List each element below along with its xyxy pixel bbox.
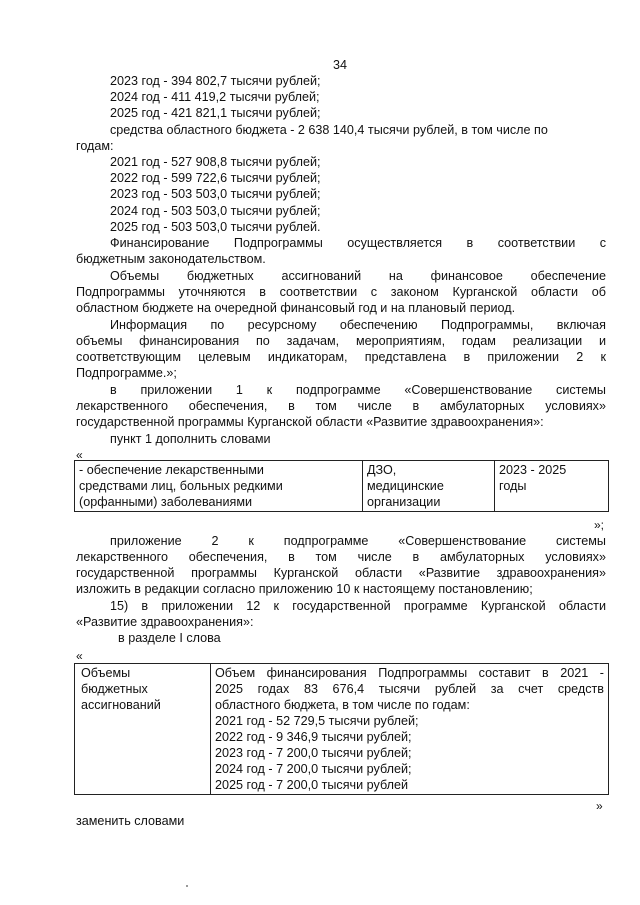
cell-line: (орфанными) заболеваниями [79, 495, 253, 509]
page-number: 34 [333, 58, 348, 72]
cell-line: Объем финансирования Подпрограммы составит в 2021 - [215, 666, 604, 680]
cell-line: 2025 год - 7 200,0 тысячи рублей [215, 778, 408, 792]
cell-line: бюджетных [81, 682, 148, 696]
paragraph-line: Объемы бюджетных ассигнований на финансовое обеспечение [110, 269, 606, 283]
close-quote: »; [594, 518, 605, 532]
point1-text: пункт 1 дополнить словами [110, 432, 271, 446]
list-item: 2022 год - 599 722,6 тысячи рублей; [110, 171, 321, 185]
paragraph-line: лекарственного обеспечения, в том числе в амбулаторных условиях» [76, 399, 606, 413]
scan-dot [186, 885, 188, 887]
paragraph-line: «Развитие здравоохранения»: [76, 615, 254, 629]
paragraph-line: Финансирование Подпрограммы осуществляется в соответствии с [110, 236, 606, 250]
paragraph-line: государственной программы Курганской области «Развитие здравоохранения»: [76, 415, 544, 429]
replace-with-text: заменить словами [76, 814, 185, 828]
close-quote: » [596, 799, 603, 813]
paragraph-line: объемы финансирования по задачам, мероприятиям, годам реализации и [76, 334, 606, 348]
table-budget-allocations [74, 663, 609, 795]
list-item: 2023 год - 394 802,7 тысячи рублей; [110, 74, 321, 88]
list-item: 2025 год - 421 821,1 тысячи рублей; [110, 106, 321, 120]
cell-line: Объемы [81, 666, 131, 680]
paragraph-volumes [76, 268, 606, 316]
table-cell-period [495, 461, 609, 512]
list-item: 2023 год - 503 503,0 тысячи рублей; [110, 187, 321, 201]
table-cell-executor [363, 461, 495, 512]
cell-line: 2023 - 2025 [499, 463, 567, 477]
paragraph-item15 [76, 598, 606, 630]
cell-line: ассигнований [81, 698, 161, 712]
cell-line: средствами лиц, больных редкими [79, 479, 283, 493]
table-cell-text [211, 664, 609, 795]
regional-budget-line: средства областного бюджета - 2 638 140,4 тысячи рублей, в том числе по [110, 123, 548, 137]
cell-line: 2025 годах 83 676,4 тысячи рублей за счет средств [215, 682, 604, 696]
table-cell-measure [75, 461, 363, 512]
paragraph-line: лекарственного обеспечения, в том числе в амбулаторных условиях» [76, 550, 606, 564]
cell-line: организации [367, 495, 441, 509]
table-row [75, 664, 609, 795]
paragraph-line: соответствующим целевым индикаторам, представлена в приложении 2 к [76, 350, 606, 364]
cell-line: областного бюджета, в том числе по годам: [215, 698, 470, 712]
paragraph-line: приложение 2 к подпрограмме «Совершенствование системы [110, 534, 606, 548]
paragraph-line: Подпрограммы уточняются в соответствии с законом Курганской области об [76, 285, 606, 299]
section1-text: в разделе I слова [118, 631, 221, 645]
paragraph-line: областном бюджете на очередной финансовый год и на плановый период. [76, 301, 516, 315]
cell-line: 2024 год - 7 200,0 тысячи рублей; [215, 762, 412, 776]
paragraph-line: Информация по ресурсному обеспечению Подпрограммы, включая [110, 318, 606, 332]
table-cell-label [75, 664, 211, 795]
paragraph-line: Подпрограмме.»; [76, 366, 177, 380]
table-row [75, 461, 609, 512]
list-item: 2021 год - 527 908,8 тысячи рублей; [110, 155, 321, 169]
cell-line: 2021 год - 52 729,5 тысячи рублей; [215, 714, 419, 728]
paragraph-line: государственной программы Курганской области «Развитие здравоохранения» [76, 566, 606, 580]
list-item: 2024 год - 503 503,0 тысячи рублей; [110, 204, 321, 218]
paragraph-line: изложить в редакции согласно приложению 10 к настоящему постановлению; [76, 582, 533, 596]
paragraph-line: бюджетным законодательством. [76, 252, 266, 266]
open-quote: « [76, 649, 83, 663]
open-quote: « [76, 448, 83, 462]
regional-budget-line: годам: [76, 139, 114, 153]
paragraph-appendix2 [76, 533, 606, 597]
paragraph-line: в приложении 1 к подпрограмме «Совершенствование системы [110, 383, 606, 397]
paragraph-info [76, 317, 606, 381]
cell-line: - обеспечение лекарственными [79, 463, 264, 477]
paragraph-line: 15) в приложении 12 к государственной программе Курганской области [110, 599, 606, 613]
cell-line: 2023 год - 7 200,0 тысячи рублей; [215, 746, 412, 760]
cell-line: медицинские [367, 479, 444, 493]
cell-line: годы [499, 479, 527, 493]
table-orphan-drugs [74, 460, 609, 512]
paragraph-financing [76, 235, 606, 267]
cell-line: ДЗО, [367, 463, 397, 477]
cell-line: 2022 год - 9 346,9 тысячи рублей; [215, 730, 412, 744]
list-item: 2025 год - 503 503,0 тысячи рублей. [110, 220, 321, 234]
paragraph-appendix1 [76, 382, 606, 430]
list-item: 2024 год - 411 419,2 тысячи рублей; [110, 90, 320, 104]
